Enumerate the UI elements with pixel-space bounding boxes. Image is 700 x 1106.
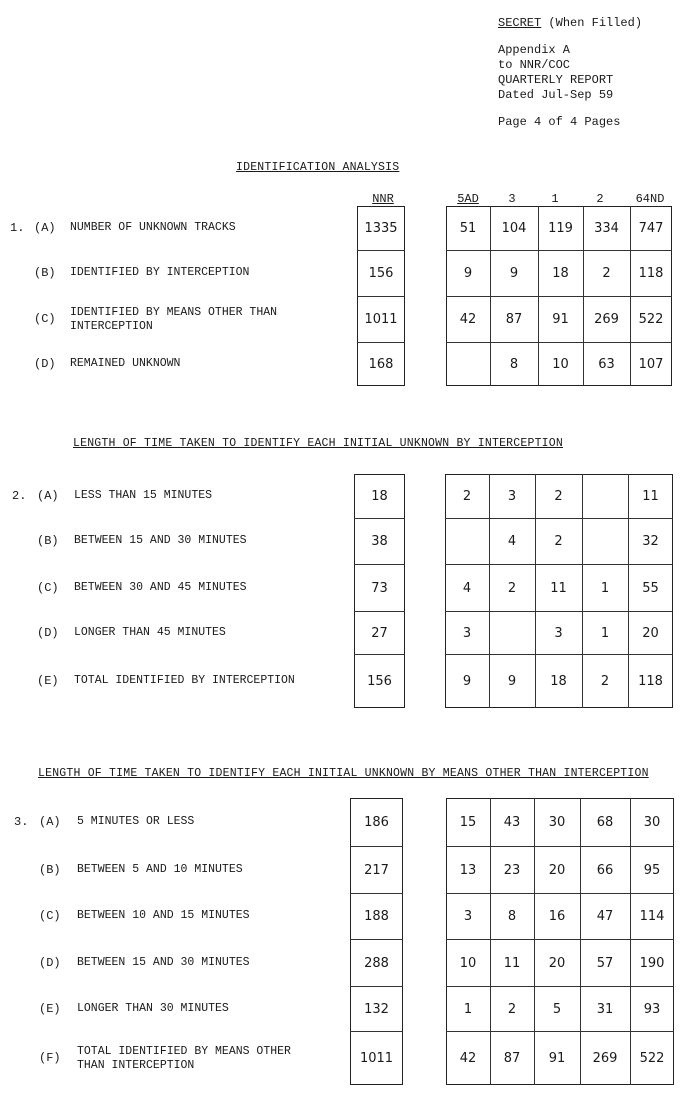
region-value-cell: 2 (583, 251, 630, 297)
nnr-value-cell: 186 (350, 798, 403, 847)
region-value-cell: 522 (630, 297, 672, 343)
row-letter: (D) (34, 356, 56, 371)
region-value-cell: 747 (630, 206, 672, 251)
region-value-cell: 9 (490, 251, 538, 297)
region-value-cell: 16 (534, 894, 580, 940)
row-letter: (E) (37, 673, 59, 688)
nnr-value-cell: 156 (357, 251, 405, 297)
region-value-cell: 47 (580, 894, 630, 940)
report-line: QUARTERLY REPORT (498, 73, 614, 87)
row-label (77, 1002, 229, 1016)
region-value-cell: 91 (538, 297, 583, 343)
region-value-cell: 4 (489, 519, 535, 565)
region-value-cell (582, 519, 628, 565)
region-value-cell: 522 (639, 1051, 665, 1066)
region-value-cell: 5 (534, 987, 580, 1032)
region-value-cell: 55 (628, 565, 673, 612)
nnr-value-cell: 18 (354, 474, 405, 519)
region-value-cell: 3 (445, 612, 489, 655)
row-label-line: IDENTIFIED BY MEANS OTHER THAN (70, 306, 278, 319)
region-value-cell: 18 (550, 674, 567, 689)
row-label-line: LONGER THAN 30 MINUTES (77, 1001, 229, 1015)
region-value-cell: 13 (446, 847, 490, 894)
row-label-line: TOTAL IDENTIFIED BY MEANS OTHER (77, 1044, 291, 1058)
document-header (498, 16, 642, 130)
region-value-cell: 3 (446, 894, 490, 940)
region-value-cell: 8 (490, 894, 534, 940)
region-value-cell: 334 (583, 206, 630, 251)
row-letter: (A) (34, 220, 56, 235)
region-value-cell: 114 (630, 894, 674, 940)
row-label (74, 674, 295, 688)
region-value-cell: 2 (445, 474, 489, 519)
nnr-value-cell: 38 (354, 519, 405, 565)
region-value-cell: 9 (462, 674, 472, 689)
region-value-cell: 9 (446, 251, 490, 297)
column-header-nnr: NNR (372, 192, 394, 206)
nnr-value-cell: 1011 (357, 297, 405, 343)
region-value-cell: 31 (580, 987, 630, 1032)
region-value-cell: 91 (548, 1051, 566, 1066)
region-value-cell: 107 (638, 357, 664, 372)
dated-line: Dated Jul-Sep 59 (498, 88, 614, 102)
row-label-line: BETWEEN 30 AND 45 MINUTES (74, 580, 247, 594)
row-letter: (B) (39, 862, 61, 877)
region-value-cell: 11 (535, 565, 582, 612)
region-value-cell: 118 (638, 674, 663, 689)
region-value-cell: 1 (582, 612, 628, 655)
row-label-line: TOTAL IDENTIFIED BY INTERCEPTION (74, 673, 295, 687)
row-label (77, 1045, 291, 1073)
row-letter: (A) (39, 814, 61, 829)
row-label (77, 909, 250, 923)
column-header-5ad: 5AD (457, 192, 479, 206)
row-label (77, 815, 194, 829)
region-value-cell: 10 (552, 357, 569, 372)
row-label (74, 534, 247, 548)
region-value-cell: 57 (580, 940, 630, 987)
region-value-cell: 23 (490, 847, 534, 894)
region-value-cell: 95 (630, 847, 674, 894)
row-letter: (E) (39, 1001, 61, 1016)
region-value-cell: 2 (535, 519, 582, 565)
region-value-cell: 51 (446, 206, 490, 251)
row-label (70, 221, 236, 235)
row-label-line: LESS THAN 15 MINUTES (74, 488, 213, 502)
row-label-line: LONGER THAN 45 MINUTES (74, 625, 226, 639)
row-label-line: 5 MINUTES OR LESS (77, 814, 195, 828)
row-letter: (F) (39, 1050, 61, 1065)
nnr-value-cell: 288 (350, 940, 403, 987)
region-value-cell: 118 (630, 251, 672, 297)
row-label (77, 863, 243, 877)
section3-number: 3. (14, 814, 29, 829)
region-value-cell: 66 (580, 847, 630, 894)
section1-title: IDENTIFICATION ANALYSIS (236, 161, 400, 174)
row-label-line: REMAINED UNKNOWN (70, 356, 181, 370)
row-letter: (D) (39, 955, 61, 970)
row-letter: (C) (37, 580, 59, 595)
region-value-cell: 1 (582, 565, 628, 612)
section1-number: 1. (10, 220, 25, 235)
region-value-cell: 2 (489, 565, 535, 612)
region-value-cell: 30 (630, 798, 674, 847)
region-value-cell: 2 (600, 674, 610, 689)
row-label (77, 956, 250, 970)
row-label-line: NUMBER OF UNKNOWN TRACKS (70, 220, 236, 234)
region-value-cell: 30 (534, 798, 580, 847)
nnr-value-cell: 27 (354, 612, 405, 655)
nnr-value-cell: 1011 (359, 1051, 394, 1066)
region-value-cell: 20 (534, 847, 580, 894)
nnr-value-cell: 188 (350, 894, 403, 940)
region-value-cell: 9 (507, 674, 517, 689)
region-value-cell: 3 (535, 612, 582, 655)
row-letter: (B) (34, 266, 56, 280)
region-value-cell: 269 (583, 297, 630, 343)
row-label-line: THAN INTERCEPTION (77, 1058, 195, 1072)
row-label-line: BETWEEN 10 AND 15 MINUTES (77, 909, 250, 922)
column-header-2: 2 (596, 192, 604, 206)
region-value-cell (446, 343, 490, 386)
region-value-cell: 20 (534, 940, 580, 987)
region-value-cell: 11 (628, 474, 673, 519)
region-value-cell (445, 519, 489, 565)
region-value-cell (582, 474, 628, 519)
nnr-value-cell: 1335 (357, 206, 405, 251)
row-label-line: BETWEEN 15 AND 30 MINUTES (74, 534, 247, 547)
appendix-line: Appendix A (498, 43, 571, 57)
classification-marking: SECRET (498, 16, 542, 30)
section3-title: LENGTH OF TIME TAKEN TO IDENTIFY EACH INITIAL UNKNOWN BY MEANS OTHER THAN INTERCEPTION (38, 767, 649, 780)
section2-title: LENGTH OF TIME TAKEN TO IDENTIFY EACH INITIAL UNKNOWN BY INTERCEPTION (73, 437, 563, 450)
column-header-64nd: 64ND (635, 192, 665, 206)
column-header-1: 1 (551, 192, 559, 206)
region-value-cell: 8 (509, 357, 519, 372)
region-value-cell: 10 (446, 940, 490, 987)
row-label (74, 626, 226, 640)
region-value-cell: 15 (446, 798, 490, 847)
row-letter: (B) (37, 534, 59, 548)
region-value-cell: 2 (535, 474, 582, 519)
region-value-cell: 2 (490, 987, 534, 1032)
region-value-cell: 87 (490, 297, 538, 343)
nnr-value-cell: 132 (350, 987, 403, 1032)
row-label (74, 581, 247, 595)
row-label (70, 306, 277, 334)
row-label-line: BETWEEN 5 AND 10 MINUTES (77, 862, 243, 876)
region-value-cell: 119 (538, 206, 583, 251)
row-label-line: BETWEEN 15 AND 30 MINUTES (77, 955, 250, 969)
region-value-cell: 104 (490, 206, 538, 251)
region-value-cell: 68 (580, 798, 630, 847)
section2-number: 2. (12, 488, 27, 503)
region-value-cell: 3 (489, 474, 535, 519)
region-value-cell: 269 (592, 1051, 618, 1066)
region-value-cell: 63 (598, 357, 615, 372)
row-letter: (C) (39, 909, 61, 923)
nnr-value-cell: 168 (368, 357, 394, 372)
region-value-cell: 87 (503, 1051, 521, 1066)
to-line: to NNR/COC (498, 58, 571, 72)
row-label (70, 266, 249, 280)
page-number: Page 4 of 4 Pages (498, 115, 621, 129)
row-label (74, 489, 212, 503)
region-value-cell: 93 (630, 987, 674, 1032)
region-value-cell: 43 (490, 798, 534, 847)
nnr-value-cell: 73 (354, 565, 405, 612)
region-value-cell: 42 (446, 297, 490, 343)
row-label (70, 357, 180, 371)
region-value-cell: 1 (446, 987, 490, 1032)
column-header-3: 3 (508, 192, 516, 206)
region-value-cell (489, 612, 535, 655)
classification-line (498, 16, 642, 31)
row-letter: (A) (37, 488, 59, 503)
row-label-line: INTERCEPTION (70, 320, 153, 333)
row-letter: (C) (34, 312, 56, 326)
classification-note: (When Filled) (548, 16, 643, 30)
region-value-cell: 190 (630, 940, 674, 987)
region-value-cell: 4 (445, 565, 489, 612)
region-value-cell: 32 (628, 519, 673, 565)
nnr-value-cell: 156 (367, 674, 392, 689)
region-value-cell: 18 (538, 251, 583, 297)
nnr-value-cell: 217 (350, 847, 403, 894)
region-value-cell: 42 (459, 1051, 477, 1066)
row-letter: (D) (37, 625, 59, 640)
region-value-cell: 11 (490, 940, 534, 987)
row-label-line: IDENTIFIED BY INTERCEPTION (70, 266, 250, 279)
region-value-cell: 20 (628, 612, 673, 655)
